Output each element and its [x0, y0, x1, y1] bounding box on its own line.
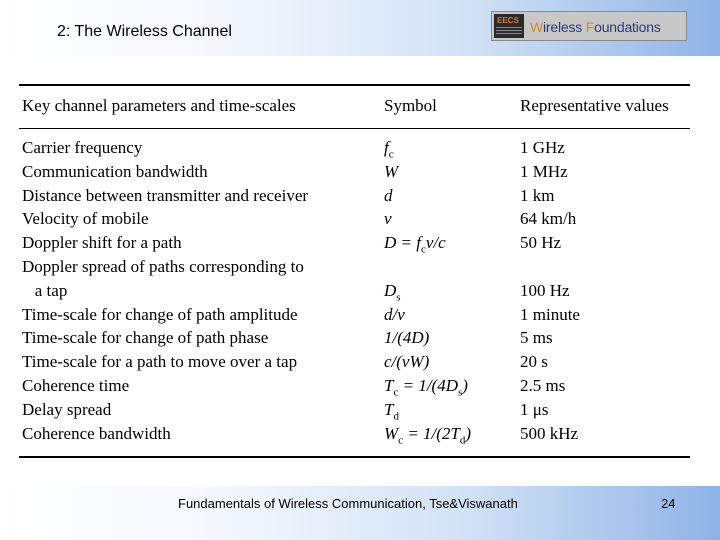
table-row: [22, 209, 692, 231]
parameter-cell: Time-scale for change of path phase: [22, 328, 269, 348]
table-row: [22, 138, 692, 160]
slide-title: 2: The Wireless Channel: [57, 23, 232, 40]
symbol-cell: $f_c$: [384, 138, 394, 161]
value-cell: 20 s: [520, 352, 548, 372]
symbol-cell: $D = f_cv/c$: [384, 233, 446, 256]
symbol-cell: $D_s$: [384, 280, 401, 304]
header-symbol: Symbol: [384, 96, 437, 115]
symbol-cell: c/(vW): [384, 352, 430, 372]
value-cell: 1 μs: [520, 399, 549, 419]
page-number: 24: [661, 496, 676, 511]
value-cell: 50 Hz: [520, 233, 562, 253]
parameter-cell: Velocity of mobile: [22, 209, 149, 229]
table-row: [22, 376, 692, 398]
parameter-cell: Carrier frequency: [22, 138, 143, 157]
parameter-cell: Delay spread: [22, 399, 112, 419]
value-cell: 1 MHz: [520, 161, 568, 181]
symbol-cell: $W_c = 1/(2T_d)$: [384, 423, 472, 446]
parameter-cell: Communication bandwidth: [22, 161, 208, 181]
table-row: [22, 400, 692, 422]
table-row: [22, 352, 692, 374]
value-cell: 1 km: [520, 185, 555, 205]
symbol-cell: v: [384, 209, 392, 229]
table-row: [22, 424, 692, 446]
logo-wordmark: Wireless Foundations: [530, 19, 661, 35]
value-cell: 100 Hz: [520, 280, 570, 300]
table-row: [22, 233, 692, 255]
table-header-rule: [19, 128, 690, 129]
table-bottom-rule: [19, 456, 690, 458]
parameter-cell: Time-scale for change of path amplitude: [22, 304, 298, 324]
eecs-badge: [494, 14, 524, 38]
eecs-badge-lines: [496, 27, 522, 35]
slide-header: [0, 0, 720, 56]
value-cell: 500 kHz: [520, 423, 579, 443]
table-row: [22, 162, 692, 184]
eecs-badge-text: EECS: [497, 16, 519, 25]
table-row: [22, 328, 692, 350]
parameter-cell: Coherence time: [22, 376, 130, 395]
table-top-rule: [19, 84, 690, 86]
parameter-cell: Coherence bandwidth: [22, 423, 171, 443]
value-cell: 1 minute: [520, 304, 580, 324]
wireless-foundations-logo: [491, 11, 687, 41]
table-row: [22, 257, 692, 279]
slide-footer: [0, 486, 720, 540]
parameter-cell: Doppler shift for a path: [22, 233, 182, 253]
header-parameters: Key channel parameters and time-scales: [22, 96, 296, 115]
parameter-cell: Doppler spread of paths corresponding to: [22, 257, 304, 276]
table-header-row: [22, 96, 692, 118]
parameter-cell: Time-scale for a path to move over a tap: [22, 352, 298, 372]
symbol-cell: W: [384, 161, 399, 181]
symbol-cell: $T_c = 1/(4D_s)$: [384, 376, 468, 399]
symbol-cell: d: [384, 185, 393, 205]
header-values: Representative values: [520, 96, 669, 115]
table-row: [22, 281, 692, 303]
parameter-cell: a tap: [22, 280, 68, 300]
value-cell: 1 GHz: [520, 138, 565, 157]
value-cell: 2.5 ms: [520, 376, 566, 395]
table-row: [22, 186, 692, 208]
parameter-cell: Distance between transmitter and receiver: [22, 185, 309, 205]
footer-citation: Fundamentals of Wireless Communication, Tse&Viswanath: [178, 496, 518, 511]
symbol-cell: $T_d$: [384, 399, 399, 423]
symbol-cell: 1/(4D): [384, 328, 430, 348]
table-row: [22, 305, 692, 327]
value-cell: 5 ms: [520, 328, 553, 348]
value-cell: 64 km/h: [520, 209, 577, 229]
symbol-cell: d/v: [384, 304, 405, 324]
